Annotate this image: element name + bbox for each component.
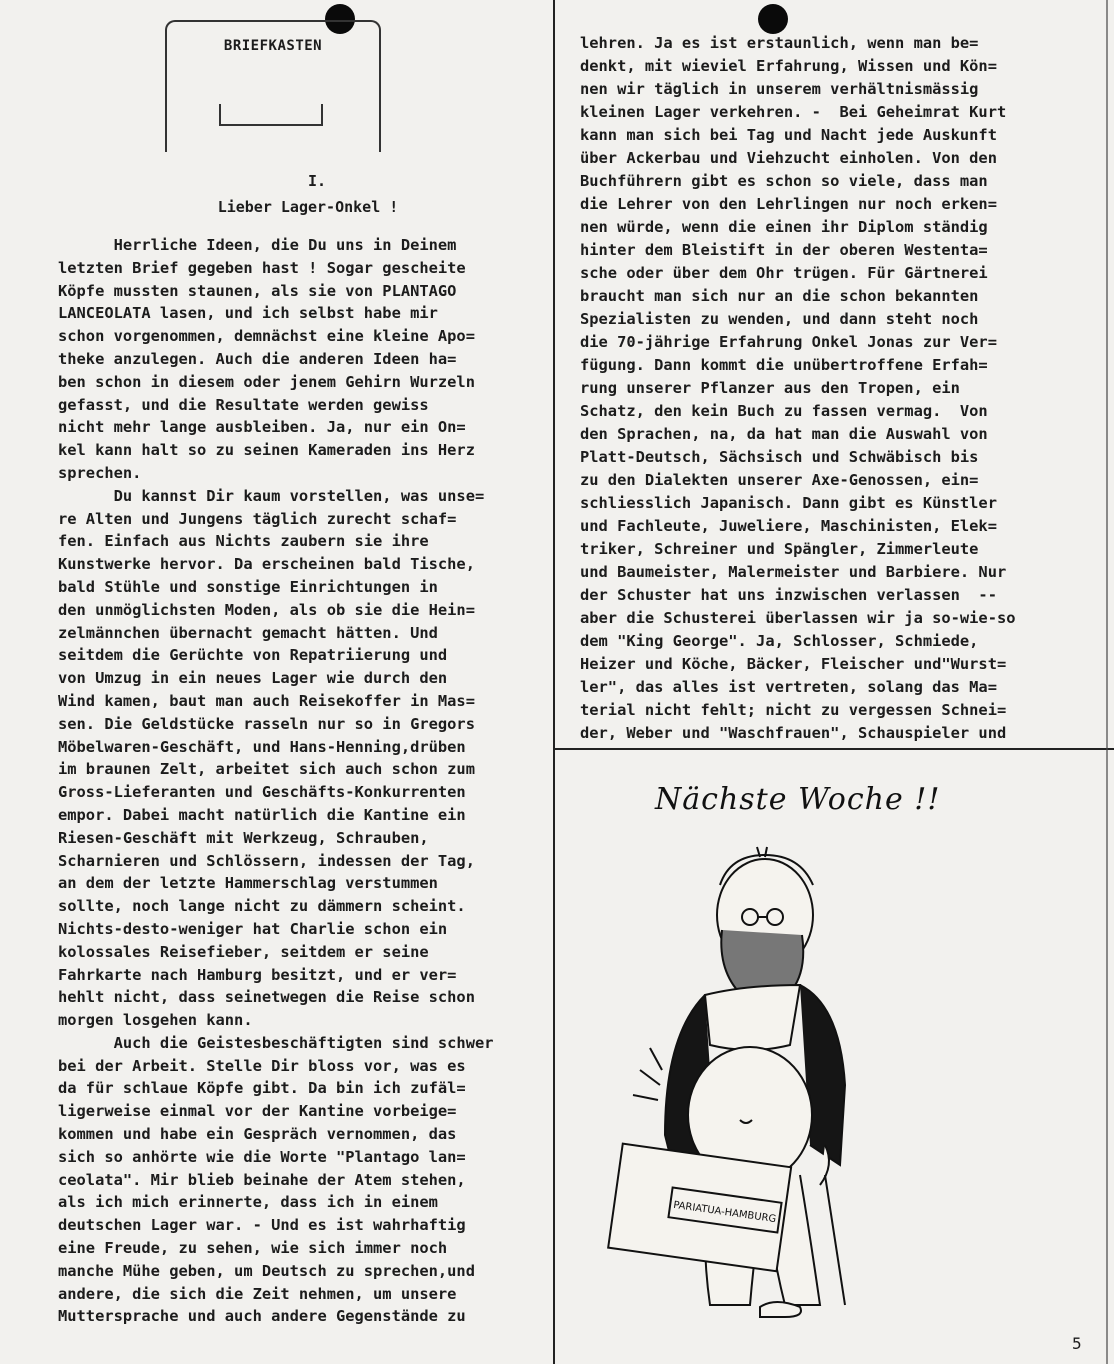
text-line: bald Stühle und sonstige Einrichtungen in	[58, 577, 438, 596]
text-line: theke anzulegen. Auch die anderen Ideen ha=	[58, 349, 457, 368]
text-line: denkt, mit wieviel Erfahrung, Wissen und Kön=	[580, 57, 997, 75]
text-line: zelmännchen übernacht gemacht hätten. Und	[58, 623, 438, 642]
text-line: Spezialisten zu wenden, und dann steht noch	[580, 310, 979, 328]
mailbox-slot	[219, 104, 323, 126]
text-line: Nichts-desto-weniger hat Charlie schon ein	[58, 919, 448, 938]
text-line: kel kann halt so zu seinen Kameraden ins Herz	[58, 441, 475, 460]
text-line: bei der Arbeit. Stelle Dir bloss vor, was es	[58, 1056, 466, 1075]
text-line: Schatz, den kein Buch zu fassen vermag. Von	[580, 402, 988, 420]
page-edge	[1106, 0, 1108, 1364]
text-line: der Schuster hat uns inzwischen verlassen --	[580, 586, 997, 604]
text-line: Buchführern gibt es schon so viele, dass man	[580, 172, 988, 190]
text-line: gefasst, und die Resultate werden gewiss	[58, 395, 429, 414]
text-line: dem "King George". Ja, Schlosser, Schmiede,	[580, 632, 979, 650]
punch-hole-right	[758, 4, 788, 34]
text-line: im braunen Zelt, arbeitet sich auch schon zum	[58, 760, 475, 779]
text-line: sollte, noch lange nicht zu dämmern scheint.	[58, 897, 466, 916]
text-line: ler", das alles ist vertreten, solang das Ma=	[580, 678, 997, 696]
text-line: kommen und habe ein Gespräch vernommen, das	[58, 1125, 457, 1144]
text-line: ben schon in diesem oder jenem Gehirn Wurzeln	[58, 372, 475, 391]
text-line: eine Freude, zu sehen, wie sich immer noch	[58, 1239, 448, 1258]
text-line: als ich mich erinnerte, dass ich in einem	[58, 1193, 438, 1212]
text-line: die Lehrer von den Lehrlingen nur noch erken=	[580, 195, 997, 213]
text-line: Möbelwaren-Geschäft, und Hans-Henning,drüben	[58, 737, 466, 756]
letter-paragraph	[58, 234, 548, 485]
text-line: hehlt nicht, dass seinetwegen die Reise schon	[58, 988, 475, 1007]
text-line: triker, Schreiner und Spängler, Zimmerleute	[580, 540, 979, 558]
text-line: nicht mehr lange ausbleiben. Ja, nur ein On=	[58, 418, 466, 437]
text-line: sche oder über dem Ohr trügen. Für Gärtnerei	[580, 264, 988, 282]
letter-paragraph	[58, 1032, 548, 1328]
mailbox-drawing	[165, 20, 381, 152]
text-line: letzten Brief gegeben hast ! Sogar gescheite	[58, 258, 466, 277]
text-line: und Baumeister, Malermeister und Barbiere. Nur	[580, 563, 1007, 581]
text-line: Muttersprache und auch andere Gegenstände zu	[58, 1307, 466, 1326]
text-line: Du kannst Dir kaum vorstellen, was unse=	[58, 486, 485, 505]
text-line: ligerweise einmal vor der Kantine vorbeige=	[58, 1102, 457, 1121]
letter-greeting: Lieber Lager-Onkel !	[217, 198, 399, 216]
text-line: Kunstwerke hervor. Da erscheinen bald Tische,	[58, 555, 475, 574]
text-line: Wind kamen, baut man auch Reisekoffer in Mas=	[58, 691, 475, 710]
text-line: nen würde, wenn die einen ihr Diplom ständig	[580, 218, 988, 236]
text-line: seitdem die Gerüchte von Repatriierung und	[58, 646, 448, 665]
suitcase-label: PARIATUA-HAMBURG	[672, 1199, 777, 1226]
text-line: Heizer und Köche, Bäcker, Fleischer und"Wurst=	[580, 655, 1007, 673]
text-line: Köpfe mussten staunen, als sie von PLANTAGO	[58, 281, 457, 300]
text-line: deutschen Lager war. - Und es ist wahrhaftig	[58, 1216, 466, 1235]
next-week-heading: Nächste Woche !!	[655, 782, 941, 817]
text-line: über Ackerbau und Viehzucht einholen. Von den	[580, 149, 997, 167]
text-line: re Alten und Jungens täglich zurecht schaf=	[58, 509, 457, 528]
text-line: Riesen-Geschäft mit Werkzeug, Schrauben,	[58, 828, 429, 847]
text-line: an dem der letzte Hammerschlag verstummen	[58, 874, 438, 893]
text-line: sen. Die Geldstücke rasseln nur so in Gregors	[58, 714, 475, 733]
text-line: Herrliche Ideen, die Du uns in Deinem	[58, 236, 457, 254]
text-line: von Umzug in ein neues Lager wie durch den	[58, 669, 448, 688]
text-line: sprechen.	[58, 463, 142, 482]
text-line: nen wir täglich in unserem verhältnismässig	[580, 80, 979, 98]
text-line: Gross-Lieferanten und Geschäfts-Konkurrenten	[58, 783, 466, 802]
text-line: kleinen Lager verkehren. - Bei Geheimrat Kurt	[580, 103, 1007, 121]
text-line: der, Weber und "Waschfrauen", Schauspieler und	[580, 724, 1007, 742]
text-line: Platt-Deutsch, Sächsisch und Schwäbisch bis	[580, 448, 979, 466]
text-line: braucht man sich nur an die schon bekannten	[580, 287, 979, 305]
text-line: den unmöglichsten Moden, als ob sie die Hein=	[58, 600, 475, 619]
letter-paragraph	[58, 485, 548, 1032]
text-line: hinter dem Bleistift in der oberen Westenta=	[580, 241, 988, 259]
letter-number: I.	[307, 172, 327, 190]
text-line: sich so anhörte wie die Worte "Plantago lan=	[58, 1147, 466, 1166]
text-line: rung unserer Pflanzer aus den Tropen, ein	[580, 379, 960, 397]
text-line: lehren. Ja es ist erstaunlich, wenn man be=	[580, 34, 979, 52]
text-line: kolossales Reisefieber, seitdem er seine	[58, 942, 429, 961]
text-line: terial nicht fehlt; nicht zu vergessen Schnei=	[580, 701, 1007, 719]
text-line: manche Mühe geben, um Deutsch zu sprechen,und	[58, 1261, 475, 1280]
cartoon-illustration	[600, 845, 850, 1325]
text-line: fen. Einfach aus Nichts zaubern sie ihre	[58, 532, 429, 551]
text-line: fügung. Dann kommt die unübertroffene Erfah=	[580, 356, 988, 374]
text-line: andere, die sich die Zeit nehmen, um unsere	[58, 1284, 457, 1303]
text-line: aber die Schusterei überlassen wir ja so-wie-so	[580, 609, 1016, 627]
text-line: zu den Dialekten unserer Axe-Genossen, ein=	[580, 471, 979, 489]
text-line: und Fachleute, Juweliere, Maschinisten, Elek=	[580, 517, 997, 535]
text-line: Scharnieren und Schlössern, indessen der Tag,	[58, 851, 475, 870]
text-line: morgen losgehen kann.	[58, 1011, 253, 1030]
text-line: den Sprachen, na, da hat man die Auswahl von	[580, 425, 988, 443]
text-line: die 70-jährige Erfahrung Onkel Jonas zur Ver=	[580, 333, 997, 351]
text-line: ceolata". Mir blieb beinahe der Atem stehen,	[58, 1170, 466, 1189]
text-line: schon vorgenommen, demnächst eine kleine Apo=	[58, 327, 475, 346]
text-line: Auch die Geistesbeschäftigten sind schwer	[58, 1033, 494, 1052]
text-line: kann man sich bei Tag und Nacht jede Auskunft	[580, 126, 997, 144]
continuation-column	[580, 32, 1105, 745]
letter-column	[58, 172, 548, 1328]
page-number: 5	[1072, 1334, 1082, 1353]
letter-body	[58, 234, 548, 1328]
section-divider	[553, 748, 1114, 750]
text-line: schliesslich Japanisch. Dann gibt es Künstler	[580, 494, 997, 512]
mailbox-title: BRIEFKASTEN	[223, 38, 323, 54]
text-line: da für schlaue Köpfe gibt. Da bin ich zufäl=	[58, 1079, 466, 1098]
column-divider	[553, 0, 555, 1364]
text-line: empor. Dabei macht natürlich die Kantine ein	[58, 805, 466, 824]
text-line: Fahrkarte nach Hamburg besitzt, und er ver=	[58, 965, 457, 984]
text-line: LANCEOLATA lasen, und ich selbst habe mir	[58, 304, 438, 323]
